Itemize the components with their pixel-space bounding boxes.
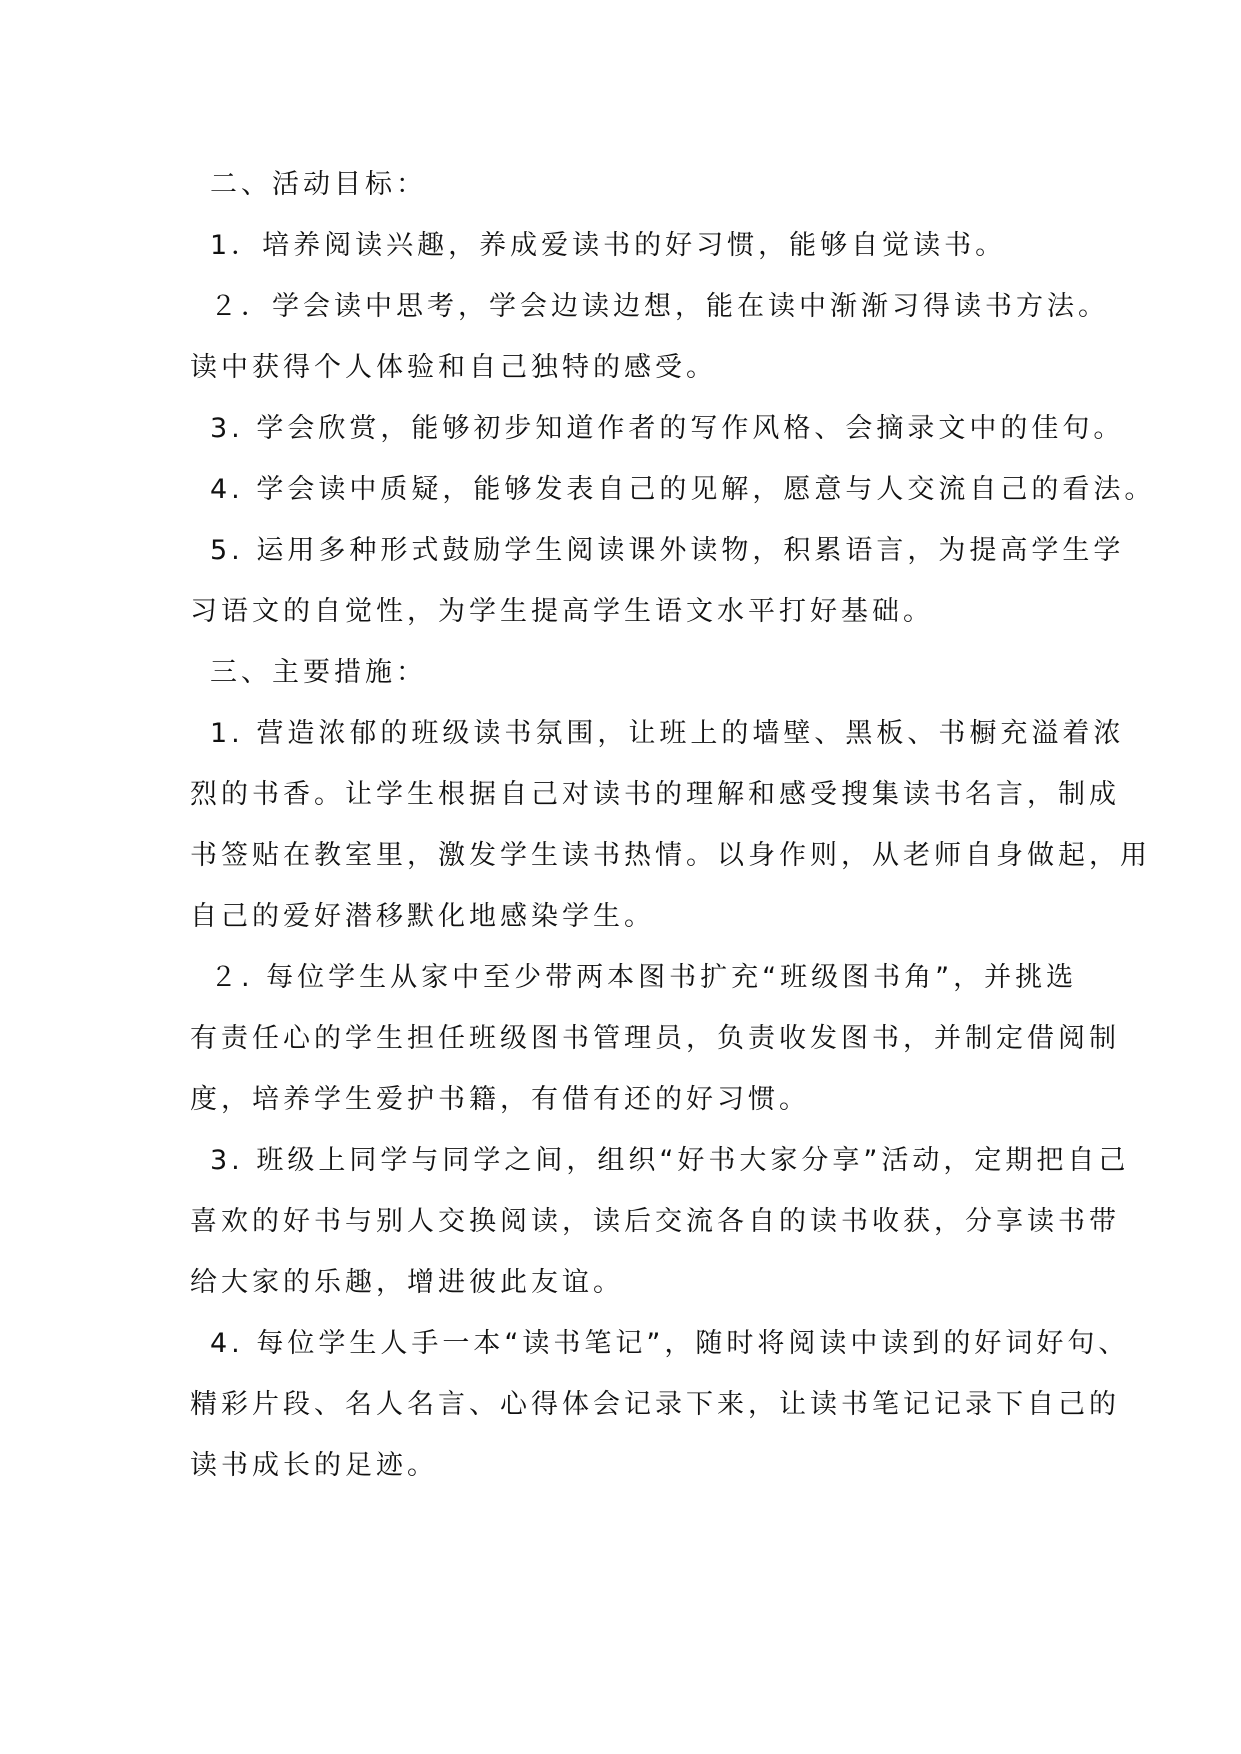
paragraph-line: ２．学会读中思考，学会边读边想，能在读中渐渐习得读书方法。: [210, 291, 1109, 322]
paragraph-line: 给大家的乐趣，增进彼此友谊。: [190, 1267, 624, 1298]
paragraph-line: 3. 学会欣赏，能够初步知道作者的写作风格、会摘录文中的佳句。: [210, 413, 1125, 444]
paragraph-line: 习语文的自觉性，为学生提高学生语文水平打好基础。: [190, 596, 934, 627]
paragraph-line: 精彩片段、名人名言、心得体会记录下来，让读书笔记记录下自己的: [190, 1389, 1120, 1420]
paragraph-line: 有责任心的学生担任班级图书管理员，负责收发图书，并制定借阅制: [190, 1023, 1120, 1054]
paragraph-line: 1．培养阅读兴趣，养成爱读书的好习惯，能够自觉读书。: [210, 230, 1007, 261]
paragraph-line: 3. 班级上同学与同学之间，组织“好书大家分享”活动，定期把自己: [210, 1145, 1130, 1176]
paragraph-line: 读中获得个人体验和自己独特的感受。: [190, 352, 717, 383]
paragraph-line: 度，培养学生爱护书籍，有借有还的好习惯。: [190, 1084, 810, 1115]
paragraph-line: 喜欢的好书与别人交换阅读，读后交流各自的读书收获，分享读书带: [190, 1206, 1120, 1237]
section-heading-goals: 二、活动目标：: [210, 169, 427, 200]
paragraph-line: ２. 每位学生从家中至少带两本图书扩充“班级图书角”，并挑选: [210, 962, 1078, 993]
paragraph-line: 书签贴在教室里，激发学生读书热情。以身作则，从老师自身做起，用: [190, 840, 1151, 871]
paragraph-line: 烈的书香。让学生根据自己对读书的理解和感受搜集读书名言，制成: [190, 779, 1120, 810]
section-heading-measures: 三、主要措施：: [210, 657, 427, 688]
paragraph-line: 4. 学会读中质疑，能够发表自己的见解，愿意与人交流自己的看法。: [210, 474, 1156, 505]
paragraph-line: 自己的爱好潜移默化地感染学生。: [190, 901, 655, 932]
paragraph-line: 4. 每位学生人手一本“读书笔记”，随时将阅读中读到的好词好句、: [210, 1328, 1130, 1359]
paragraph-line: 读书成长的足迹。: [190, 1450, 438, 1481]
paragraph-line: 5. 运用多种形式鼓励学生阅读课外读物，积累语言，为提高学生学: [210, 535, 1125, 566]
paragraph-line: 1. 营造浓郁的班级读书氛围，让班上的墙壁、黑板、书橱充溢着浓: [210, 718, 1125, 749]
